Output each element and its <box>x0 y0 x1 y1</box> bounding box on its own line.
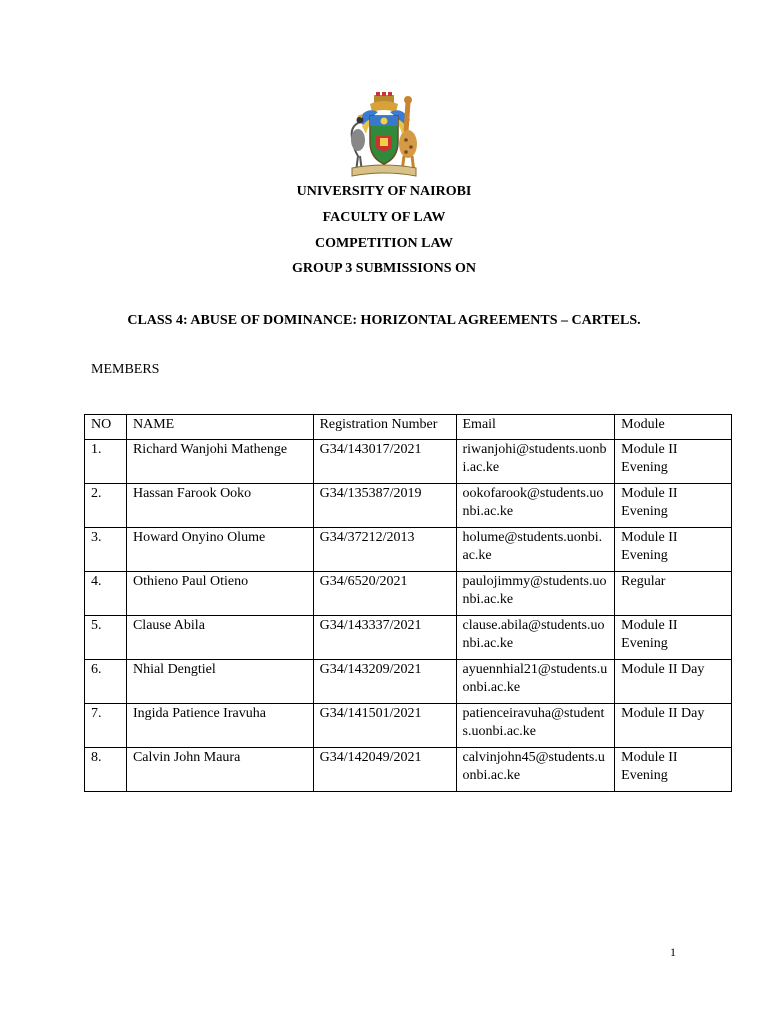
cell-module: Module II Evening <box>615 484 732 528</box>
cell-module: Module II Evening <box>615 528 732 572</box>
cell-module: Module II Day <box>615 704 732 748</box>
header-no: NO <box>85 415 127 440</box>
cell-name: Calvin John Maura <box>126 748 313 792</box>
cell-email: clause.abila@students.uonbi.ac.ke <box>456 616 615 660</box>
cell-no: 4. <box>85 572 127 616</box>
cell-no: 7. <box>85 704 127 748</box>
cell-no: 2. <box>85 484 127 528</box>
university-crest-icon <box>336 92 432 178</box>
table-row <box>85 704 732 748</box>
cell-email: paulojimmy@students.uonbi.ac.ke <box>456 572 615 616</box>
cell-no: 8. <box>85 748 127 792</box>
cell-no: 6. <box>85 660 127 704</box>
cell-name: Othieno Paul Otieno <box>126 572 313 616</box>
cell-no: 3. <box>85 528 127 572</box>
cell-registration-number: G34/143337/2021 <box>313 616 456 660</box>
cell-email: ayuennhial21@students.uonbi.ac.ke <box>456 660 615 704</box>
cell-registration-number: G34/37212/2013 <box>313 528 456 572</box>
table-header-row <box>85 415 732 440</box>
header-module: Module <box>615 415 732 440</box>
header-registration-number: Registration Number <box>313 415 456 440</box>
table-row <box>85 572 732 616</box>
cell-registration-number: G34/141501/2021 <box>313 704 456 748</box>
table-row <box>85 440 732 484</box>
cell-module: Module II Day <box>615 660 732 704</box>
cell-registration-number: G34/6520/2021 <box>313 572 456 616</box>
table-row <box>85 748 732 792</box>
cell-registration-number: G34/135387/2019 <box>313 484 456 528</box>
table-row <box>85 616 732 660</box>
cell-name: Clause Abila <box>126 616 313 660</box>
cell-module: Regular <box>615 572 732 616</box>
topic-title: CLASS 4: ABUSE OF DOMINANCE: HORIZONTAL AGREEMENTS – CARTELS. <box>127 313 641 328</box>
cell-name: Richard Wanjohi Mathenge <box>126 440 313 484</box>
cell-module: Module II Evening <box>615 748 732 792</box>
cell-email: holume@students.uonbi.ac.ke <box>456 528 615 572</box>
table-row <box>85 660 732 704</box>
cell-name: Howard Onyino Olume <box>126 528 313 572</box>
members-table <box>84 414 732 792</box>
page-number: 1 <box>670 945 676 959</box>
faculty-title: FACULTY OF LAW <box>322 210 446 225</box>
cell-registration-number: G34/142049/2021 <box>313 748 456 792</box>
cell-registration-number: G34/143017/2021 <box>313 440 456 484</box>
table-row <box>85 484 732 528</box>
table-row <box>85 528 732 572</box>
members-label: MEMBERS <box>91 362 160 377</box>
cell-module: Module II Evening <box>615 616 732 660</box>
cell-no: 1. <box>85 440 127 484</box>
cell-name: Hassan Farook Ooko <box>126 484 313 528</box>
cell-email: calvinjohn45@students.uonbi.ac.ke <box>456 748 615 792</box>
cell-registration-number: G34/143209/2021 <box>313 660 456 704</box>
header-name: NAME <box>126 415 313 440</box>
cell-module: Module II Evening <box>615 440 732 484</box>
course-title: COMPETITION LAW <box>314 236 454 251</box>
cell-email: riwanjohi@students.uonbi.ac.ke <box>456 440 615 484</box>
cell-email: patienceiravuha@students.uonbi.ac.ke <box>456 704 615 748</box>
university-title: UNIVERSITY OF NAIROBI <box>296 184 472 199</box>
group-title: GROUP 3 SUBMISSIONS ON <box>292 261 476 276</box>
cell-email: ookofarook@students.uonbi.ac.ke <box>456 484 615 528</box>
cell-name: Ingida Patience Iravuha <box>126 704 313 748</box>
header-email: Email <box>456 415 615 440</box>
cell-no: 5. <box>85 616 127 660</box>
cell-name: Nhial Dengtiel <box>126 660 313 704</box>
